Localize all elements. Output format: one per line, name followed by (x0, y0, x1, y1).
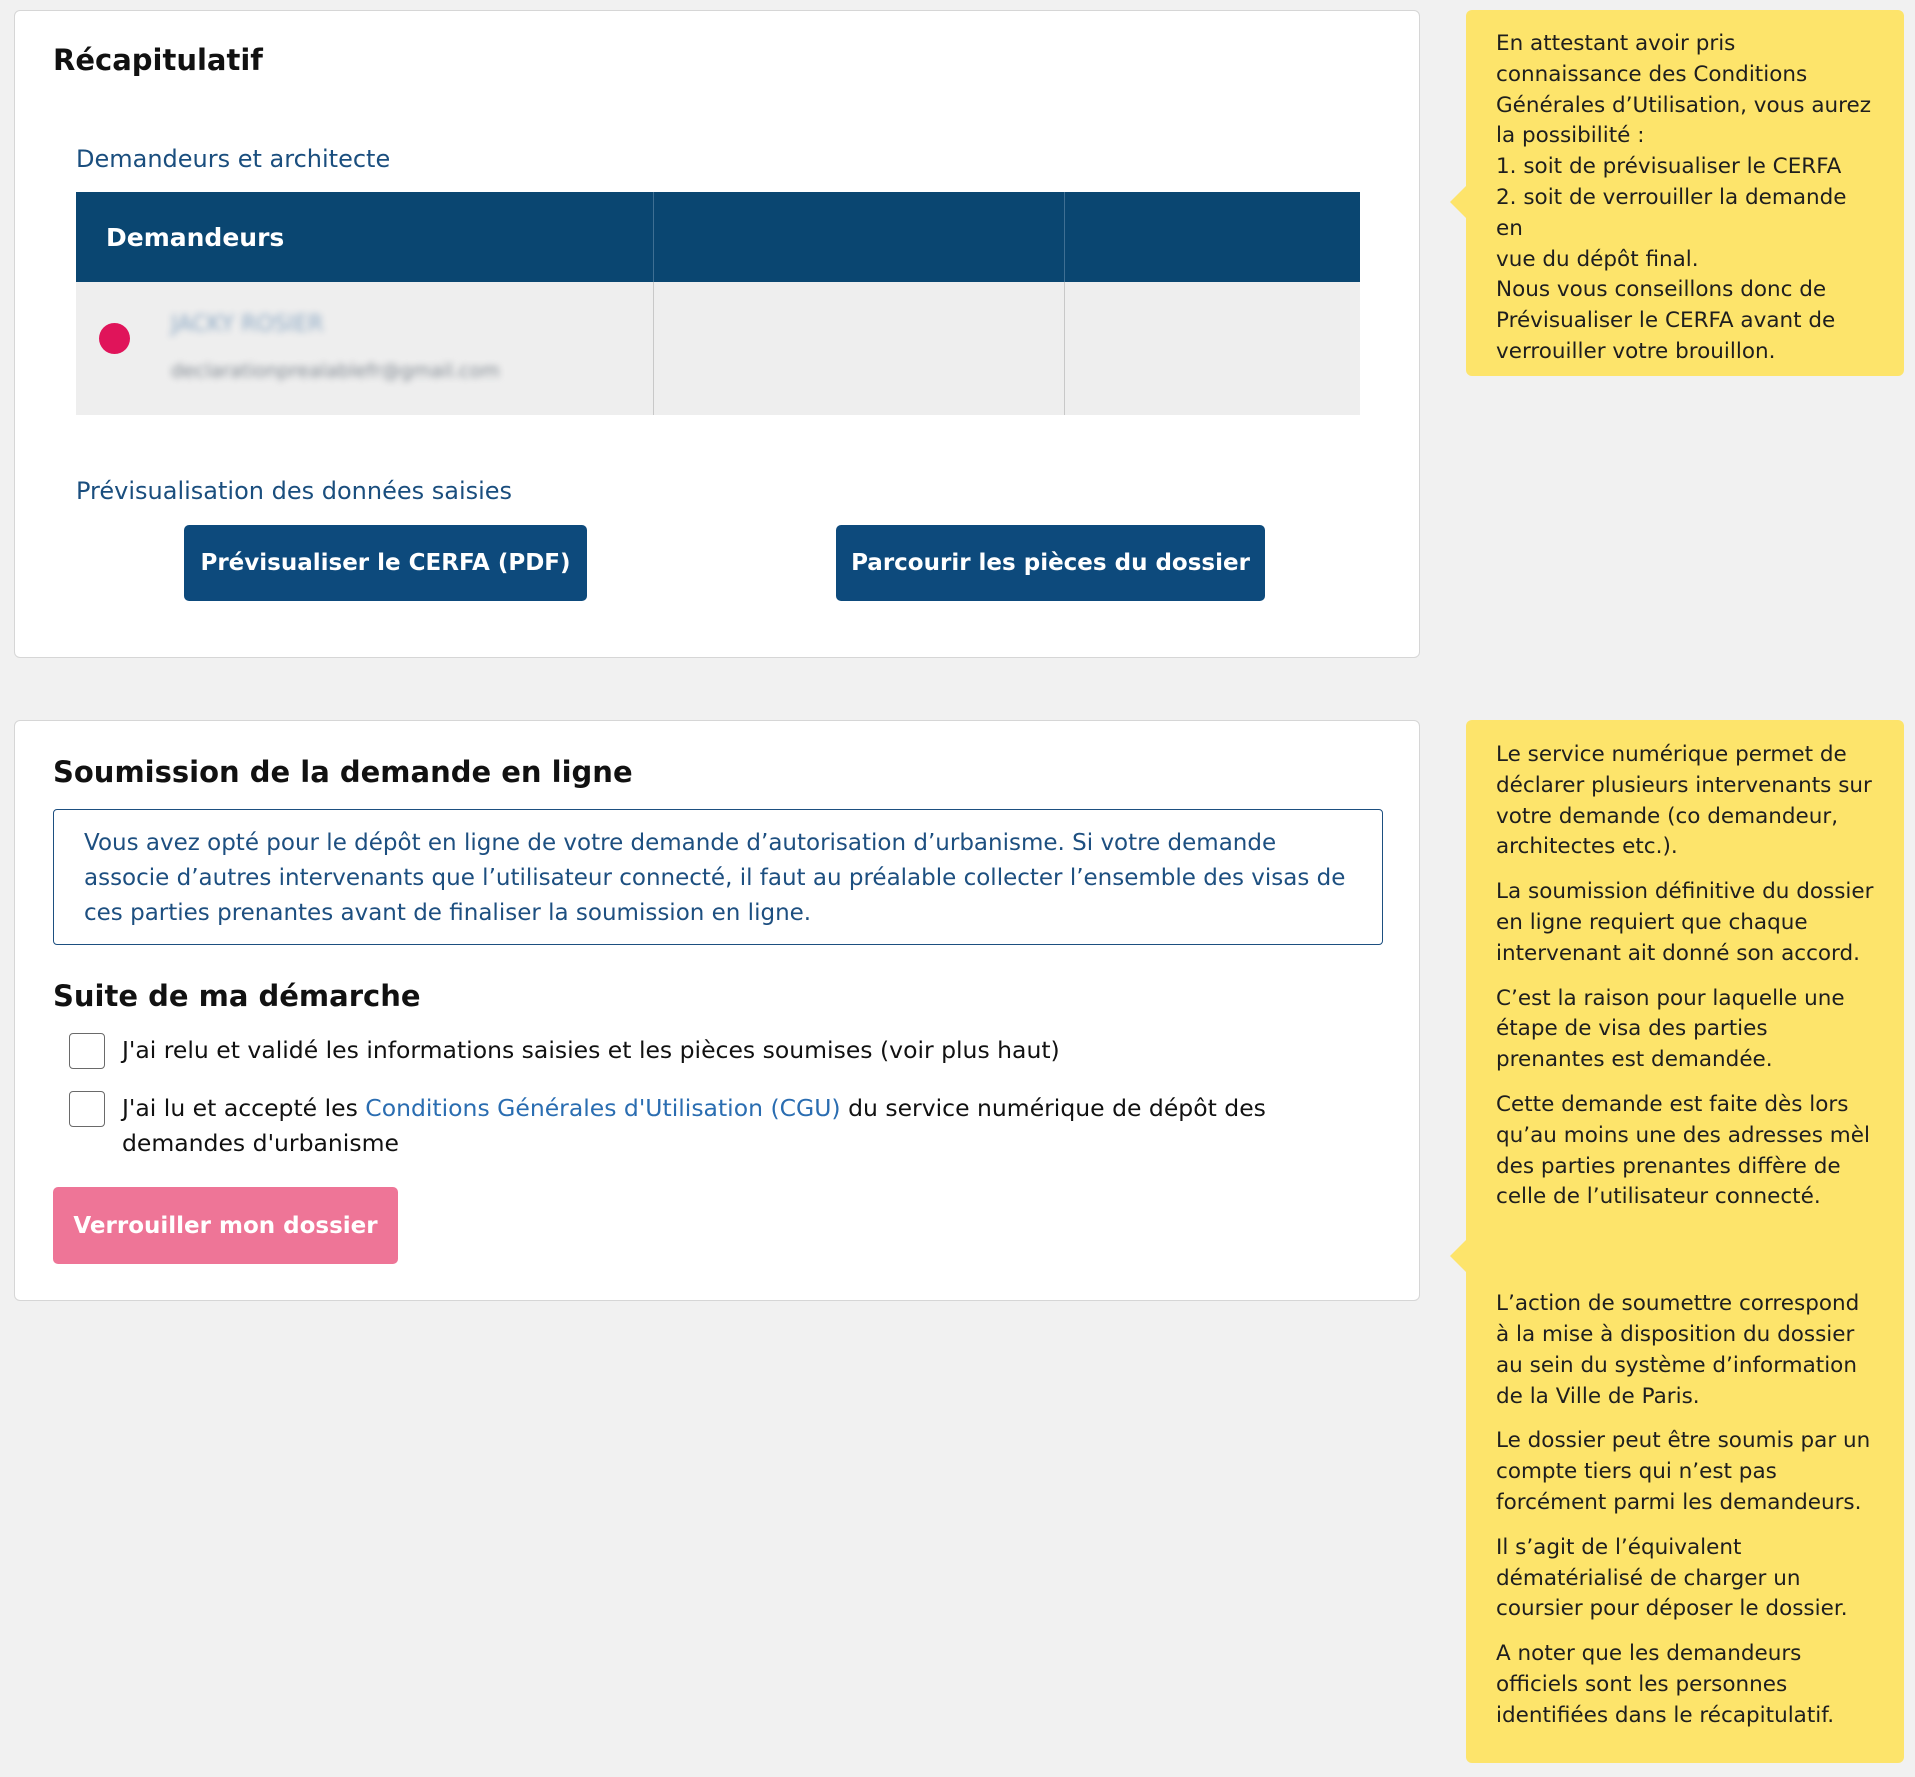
browse-documents-button[interactable]: Parcourir les pièces du dossier (836, 525, 1265, 601)
note-line: connaissance des Conditions (1496, 61, 1808, 87)
help-note-submission (1466, 720, 1904, 1763)
validation-checkbox[interactable] (69, 1033, 105, 1069)
note-line: vue du dépôt final. (1496, 246, 1699, 272)
suite-title: Suite de ma démarche (53, 979, 421, 1013)
note-line: Prévisualiser le CERFA avant de (1496, 308, 1836, 334)
section-demandeurs-label: Demandeurs et architecte (76, 145, 391, 173)
empty-cell (654, 282, 1065, 415)
note-paragraph: Cette demande est faite dès lors qu’au moins une des adresses mèl des parties prenantes diffère de celle de l’utilisateur connecté. (1496, 1091, 1870, 1210)
validation-label: J'ai relu et validé les informations saisies et les pièces soumises (voir plus haut) (122, 1036, 1060, 1064)
note-line: 1. soit de prévisualiser le CERFA (1496, 154, 1842, 180)
status-dot-icon (99, 323, 130, 354)
table-row (76, 282, 1360, 415)
note-paragraph: C’est la raison pour laquelle une étape de visa des parties prenantes est demandée. (1496, 985, 1845, 1073)
note-line: En attestant avoir pris (1496, 31, 1736, 56)
section-preview-label: Prévisualisation des données saisies (76, 477, 513, 505)
submission-title: Soumission de la demande en ligne (53, 755, 633, 789)
lock-dossier-button[interactable]: Verrouiller mon dossier (53, 1187, 398, 1264)
demandeurs-table (76, 192, 1360, 415)
header-col3 (1065, 192, 1360, 282)
demandeur-email: declarationprealablefr@gmail.com (171, 360, 500, 382)
note-line: Générales d’Utilisation, vous aurez (1496, 92, 1872, 118)
cgu-text-before: J'ai lu et accepté les (122, 1094, 366, 1122)
demandeur-name: JACKY ROSIER (171, 312, 324, 337)
cgu-link[interactable]: Conditions Générales d'Utilisation (CGU) (365, 1094, 841, 1122)
note-paragraph: La soumission définitive du dossier en ligne requiert que chaque intervenant ait donné son accord. (1496, 879, 1874, 966)
recap-title: Récapitulatif (53, 43, 263, 77)
info-box: Vous avez opté pour le dépôt en ligne de votre demande d’autorisation d’urbanisme. Si votre demande associe d’autres intervenants que l’utilisateur connecté, il faut au préalable collecter l’ensemble des visas de ces parties prenantes avant de finaliser la soumission en ligne. (53, 809, 1383, 945)
note-line: Nous vous conseillons donc de (1496, 277, 1827, 303)
note-line: 2. soit de verrouiller la demande en (1496, 184, 1847, 241)
help-note-preview (1466, 10, 1904, 376)
note-paragraph: Le service numérique permet de déclarer plusieurs intervenants sur votre demande (co demandeur, architectes etc.). (1496, 742, 1872, 860)
note-line: verrouiller votre brouillon. (1496, 338, 1776, 364)
preview-cerfa-button[interactable]: Prévisualiser le CERFA (PDF) (184, 525, 587, 601)
table-header (76, 192, 1360, 282)
note-paragraph: L’action de soumettre correspond à la mise à disposition du dossier au sein du système d’information de la Ville de Paris. (1496, 1291, 1860, 1409)
note-line: la possibilité : (1496, 123, 1645, 149)
cgu-label (122, 1091, 1282, 1161)
header-demandeurs: Demandeurs (76, 192, 654, 282)
note-paragraph: Le dossier peut être soumis par un compte tiers qui n’est pas forcément parmi les demandeurs. (1496, 1428, 1871, 1515)
submission-card (14, 720, 1420, 1301)
note-paragraph: A noter que les demandeurs officiels sont les personnes identifiées dans le récapitulatif. (1496, 1641, 1835, 1728)
cgu-text-after: du service numérique de dépôt des demandes d'urbanisme (122, 1094, 1266, 1157)
header-col2 (654, 192, 1065, 282)
recap-card (14, 10, 1420, 658)
cgu-checkbox[interactable] (69, 1091, 105, 1127)
demandeur-cell (76, 282, 654, 415)
empty-cell (1065, 282, 1360, 415)
note-paragraph: Il s’agit de l’équivalent dématérialisé de charger un coursier pour déposer le dossier. (1496, 1534, 1848, 1622)
